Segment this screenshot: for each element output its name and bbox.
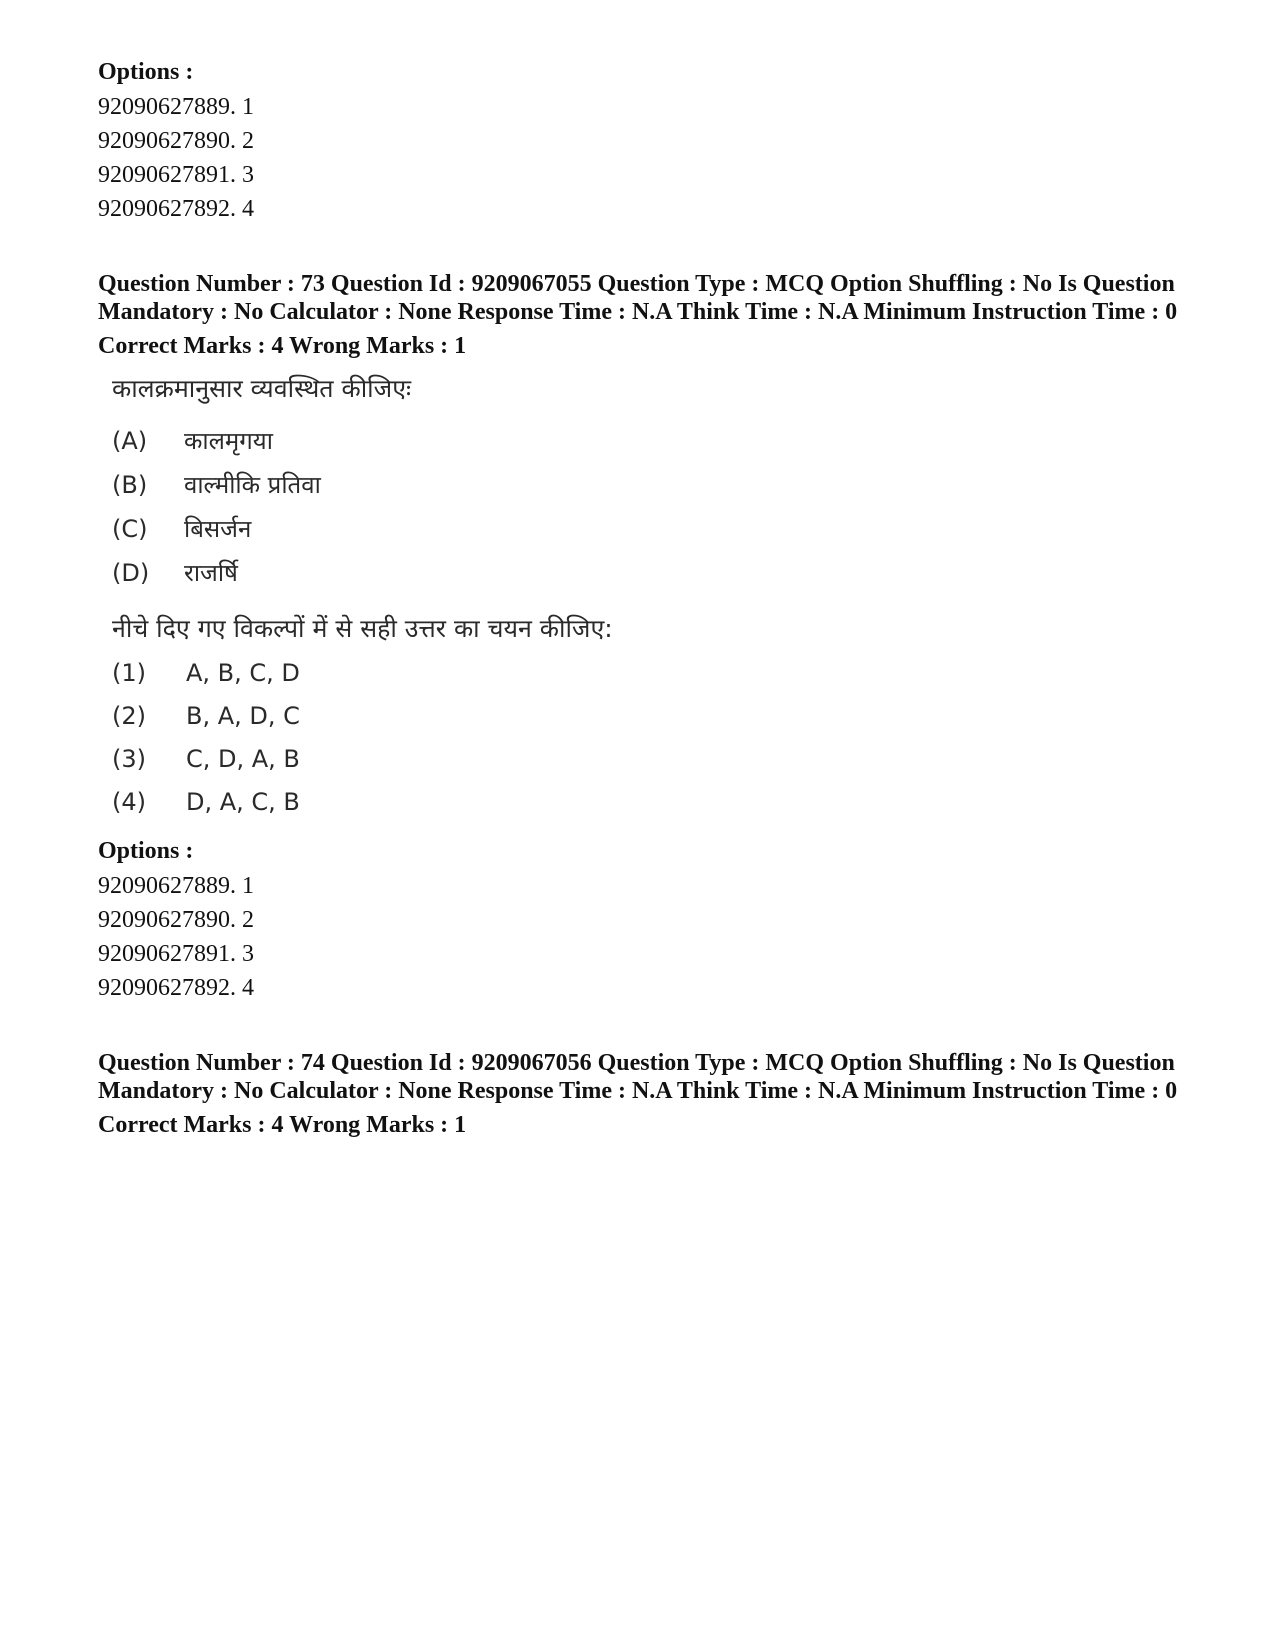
item-text: कालमृगया (184, 427, 273, 455)
question-prompt: कालक्रमानुसार व्यवस्थित कीजिएः (112, 374, 412, 403)
question-marks: Correct Marks : 4 Wrong Marks : 1 (98, 333, 467, 359)
option-line: 92090627889. 1 (98, 94, 254, 120)
option-line: 92090627890. 2 (98, 128, 254, 154)
item-text: बिसर्जन (184, 515, 252, 543)
choice-label: (1) (112, 659, 146, 687)
answer-choice (112, 701, 1178, 731)
previous-question-options (98, 58, 1178, 226)
question-marks: Correct Marks : 4 Wrong Marks : 1 (98, 1112, 467, 1138)
answer-choice (112, 787, 1178, 817)
question-instruction: नीचे दिए गए विकल्पों में से सही उत्तर का चयन कीजिए: (112, 614, 613, 643)
list-item (112, 558, 1178, 588)
choice-label: (4) (112, 788, 146, 816)
options-heading: Options : (98, 838, 194, 864)
question-74 (98, 1049, 1178, 1139)
options-heading: Options : (98, 59, 194, 85)
question-meta: Question Number : 73 Question Id : 9209067055 Question Type : MCQ Option Shuffling : No Is Question Mandatory : No Calculator : None Response Time : N.A Think Time : N.A Minimum Instruction Time : 0 (98, 271, 1178, 325)
item-label: (D) (112, 559, 150, 587)
item-text: वाल्मीकि प्रतिवा (184, 471, 321, 499)
question-73 (98, 270, 1178, 1005)
answer-choice (112, 744, 1178, 774)
item-label: (A) (112, 427, 148, 455)
answer-choice (112, 658, 1178, 688)
question-image (112, 374, 1178, 817)
list-item (112, 514, 1178, 544)
choice-text: D, A, C, B (186, 788, 300, 816)
item-text: राजर्षि (184, 559, 238, 587)
list-item (112, 470, 1178, 500)
choice-text: B, A, D, C (186, 702, 300, 730)
list-item (112, 426, 1178, 456)
option-line: 92090627892. 4 (98, 196, 254, 222)
option-line: 92090627891. 3 (98, 941, 254, 967)
item-label: (C) (112, 515, 148, 543)
question-73-options (98, 837, 1178, 1005)
choice-label: (2) (112, 702, 146, 730)
choice-text: A, B, C, D (186, 659, 300, 687)
option-line: 92090627890. 2 (98, 907, 254, 933)
item-label: (B) (112, 471, 148, 499)
choice-text: C, D, A, B (186, 745, 300, 773)
option-line: 92090627889. 1 (98, 873, 254, 899)
document-page (98, 58, 1178, 1139)
option-line: 92090627891. 3 (98, 162, 254, 188)
option-line: 92090627892. 4 (98, 975, 254, 1001)
question-meta: Question Number : 74 Question Id : 9209067056 Question Type : MCQ Option Shuffling : No Is Question Mandatory : No Calculator : None Response Time : N.A Think Time : N.A Minimum Instruction Time : 0 (98, 1050, 1178, 1104)
choice-label: (3) (112, 745, 146, 773)
